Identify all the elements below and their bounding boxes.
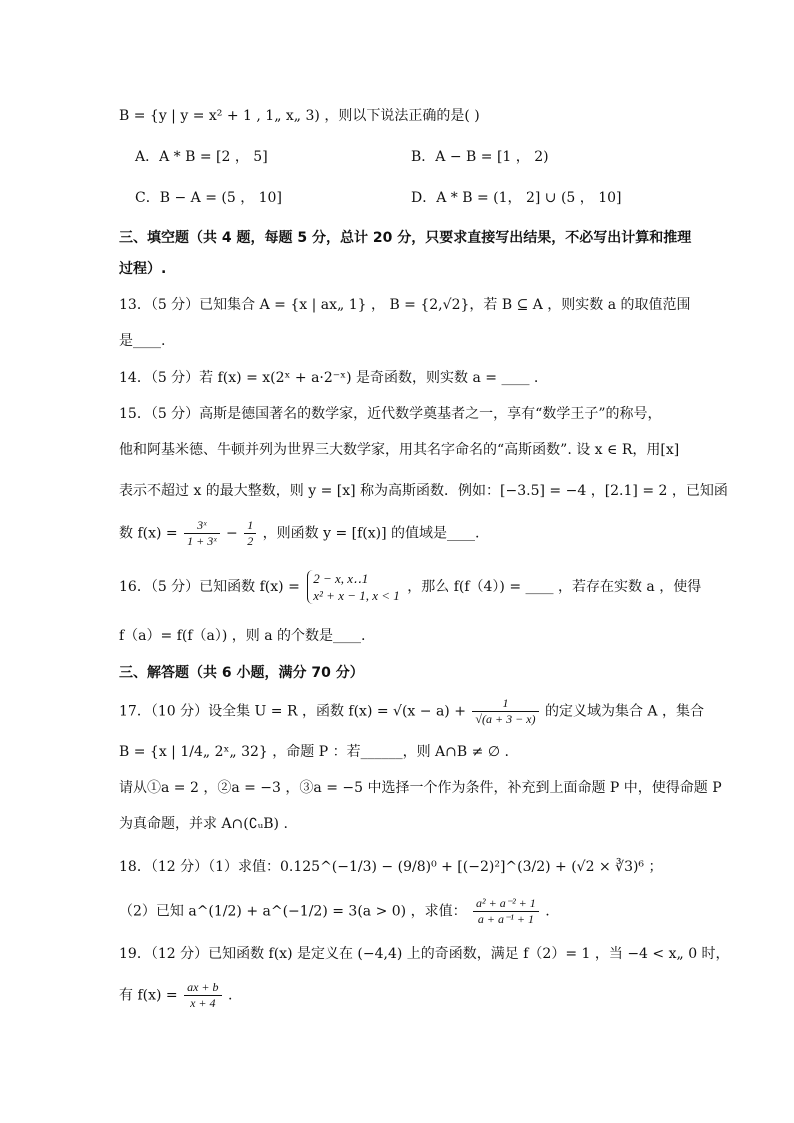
q19-frac-den: x + 4 (190, 996, 216, 1010)
q19-line1: 19．（12 分）已知函数 f(x) 是定义在 (−4,4) 上的奇函数，满足 f（2）= 1 ，当 −4 < x„ 0 时， (119, 946, 730, 962)
q19-line2 (119, 980, 232, 1011)
q15-line2: 他和阿基米德、牛顿并列为世界三大数学家，用其名字命名的“高斯函数”. 设 x ∈ R，用[x] (119, 442, 680, 458)
q19-fraction (184, 980, 221, 1011)
q18-line2-post: . (545, 903, 550, 920)
q16-post: ，那么 f(f（4）) = ____ ，若存在实数 a ，使得 (407, 579, 702, 595)
q16-line2: f（a）= f(f（a）) ，则 a 的个数是____. (119, 628, 366, 644)
q16-line1 (119, 570, 701, 604)
q15-line3: 表示不超过 x 的最大整数，则 y = [x] 称为高斯函数．例如：[−3.5] = −4 ，[2.1] = 2 ，已知函 (119, 483, 728, 499)
q18-line2-pre: （2）已知 a^(1/2) + a^(−1/2) = 3(a > 0) ，求值： (119, 903, 467, 920)
q17-line3: 请从①a = 2 ，②a = −3 ，③a = −5 中选择一个作为条件，补充到上面命题 P 中，使得命题 P (119, 780, 722, 796)
q15-minus: − (226, 525, 238, 542)
q15-frac1-den: 1 + 3ˣ (187, 534, 217, 548)
q19-line2-pre: 有 f(x) = (119, 987, 178, 1004)
q13-text-b: 2}，若 B ⊆ A ，则实数 a 的取值范围 (451, 297, 691, 313)
q12-option-b: B．A − B = [1 ， 2) (411, 149, 549, 165)
section-fill-heading-line2: 过程）. (119, 261, 167, 277)
q15-fraction-1 (184, 518, 219, 549)
q17-line1 (119, 696, 704, 727)
q16-pre: 16．（5 分）已知函数 f(x) = (119, 579, 300, 595)
q12-option-c: C．B − A = (5 ， 10] (135, 190, 282, 206)
section-fill-heading-line1: 三、填空题（共 4 题，每题 5 分，总计 20 分，只要求直接写出结果，不必写出计算和推理 (119, 230, 692, 246)
q17-line1-post: 的定义域为集合 A ，集合 (544, 703, 704, 720)
q17-frac-num: 1 (472, 696, 538, 712)
q18-line1: 18．（12 分）（1）求值：0.125^(−1/3) − (9/8)⁰ + [(−2)²]^(3/2) + (√2 × ∛3)⁶ ； (119, 859, 663, 875)
q14: 14．（5 分）若 f(x) = x(2ˣ + a·2⁻ˣ) 是奇函数，则实数 a = ____ . (119, 370, 539, 386)
q19-frac-num: ax + b (184, 980, 221, 996)
q17-line2: B = {x | 1/4„ 2ˣ„ 32} ，命题 P ：若______，则 A∩B ≠ ∅ . (119, 744, 509, 760)
q15-line4 (119, 518, 480, 549)
q12-option-a: A．A * B = [2 ， 5] (135, 149, 268, 165)
q15-frac2-num: 1 (244, 518, 256, 534)
q15-frac2-den: 2 (247, 534, 254, 548)
section-solve-heading: 三、解答题（共 6 小题，满分 70 分） (119, 665, 364, 681)
q13-text-a: 13．（5 分）已知集合 A = {x | ax„ 1} ， B = {2, (119, 297, 443, 313)
q15-line4-pre: 数 f(x) = (119, 525, 178, 542)
q19-line2-post: . (227, 987, 233, 1004)
q15-line4-post: ，则函数 y = [f(x)] 的值域是____. (262, 525, 480, 542)
q16-case2: x² + x − 1, x < 1 (313, 588, 400, 603)
q12-option-d: D．A * B = (1， 2] ∪ (5 ， 10] (411, 190, 622, 206)
q17-line1-pre: 17．（10 分）设全集 U = R ，函数 f(x) = √(x − a) + (119, 703, 466, 720)
q12-stem: B = {y | y = x² + 1 , 1„ x„ 3) ，则以下说法正确的是( ) (119, 108, 480, 124)
q15-frac1-num: 3ˣ (184, 518, 219, 534)
q18-frac-den: a + a⁻¹ + 1 (477, 912, 534, 926)
q18-frac-num: a² + a⁻² + 1 (473, 896, 539, 912)
q13-line1 (119, 295, 691, 315)
q13-line2: 是____. (119, 333, 166, 349)
q15-fraction-2 (244, 518, 256, 549)
sqrt-icon: √ (442, 297, 452, 313)
q15-line1: 15．（5 分）高斯是德国著名的数学家，近代数学奠基者之一，享有“数学王子”的称号， (119, 406, 662, 422)
q16-case1: 2 − x, x‥1 (313, 571, 369, 586)
q18-line2 (119, 896, 550, 927)
q16-piecewise (307, 570, 400, 604)
q18-fraction (473, 896, 539, 927)
q17-fraction (472, 696, 538, 727)
q17-frac-den: √(a + 3 − x) (475, 712, 536, 726)
q17-line4: 为真命题，并求 A∩(∁ᵤB) . (119, 816, 288, 832)
